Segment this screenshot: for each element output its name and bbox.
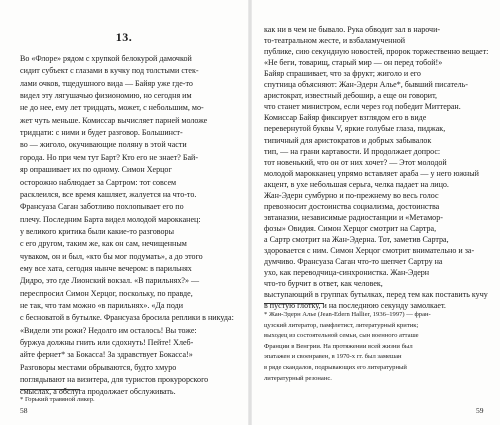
footnote-line: литературный резонанс. <box>264 374 332 382</box>
text-line: не так, что там можно «в парильнях». «Да поди <box>20 301 184 310</box>
text-line: фозы» Овидия. Симон Херцог смотрит на Сартра, <box>264 223 437 233</box>
text-line: то-театральном жесте, и взбаламученной <box>264 36 406 46</box>
text-line: не до нее, ему лет тридцать, может, с небольшим, мо- <box>20 103 204 113</box>
text-line: с его другом, таким же, как он сам, нечищенным <box>20 239 187 249</box>
text-line: Дидро, это где Лионский вокзал. «В парильнях?» — <box>20 276 200 286</box>
text-line: молодой марокканец упрямо вставляет араба — у него южный <box>264 168 479 178</box>
text-line: думчиво. Франсуаза Саган что-то шепчет Сартру на <box>264 257 443 267</box>
text-line: здоровается с ним. Симон Херцог смотрит внимательно и за- <box>264 246 475 255</box>
footnote-line: выходец из состоятельной семьи, сын военного атташе <box>264 332 419 340</box>
footnote: * Горький травяной ликер. <box>20 396 95 403</box>
text-line: Разговоры местами обрываются, будто хмуро <box>20 362 177 372</box>
text-line: публике, сию секундную новостей, пророк торжественно вещает: <box>264 47 489 57</box>
chapter-heading: 13. <box>115 30 133 44</box>
footnote-rule <box>264 303 324 304</box>
footnote-rule <box>20 389 80 390</box>
text-line: смыслах, а обслуга продолжает обслуживать. <box>20 387 176 397</box>
text-line: переспросил Симон Херцог, поскольку, по правде, <box>20 288 193 298</box>
text-line: что станет министром, если через год победит Миттеран. <box>264 102 461 112</box>
text-line: выступающий в группах бутылках, перед тем как поставить кучу <box>264 290 488 300</box>
text-line: акцент, в ухе небольшая серьга, челка падает на лицо. <box>264 179 449 189</box>
text-line: айте фернет* за Бокасса! За здравствует Бокасса!» <box>20 350 193 360</box>
text-line: перевернутой буквы V, яркие голубые глаза, пиджак, <box>264 124 446 134</box>
text-line: поглядывают на визитера, для туристов прокурорского <box>20 375 209 385</box>
text-line: расклеился, все время кашляет, жалуется на что-то. <box>20 189 197 199</box>
text-line: в пустую глотку, и на последнюю секунду замолкает. <box>264 301 446 311</box>
text-line: Байяр спрашивает, что за фрукт; жиголо и его <box>264 69 421 79</box>
text-line: сидит субъект с глазами в кучку под толстыми стек- <box>20 66 199 76</box>
text-line: осторожно наблюдает за Сартром: тот совсем <box>20 177 177 187</box>
text-line: превозносит достоинства социализма, достоинства <box>264 201 440 211</box>
text-line: ухо, как переводчица-синхронистка. Жан-Эдерн <box>264 268 430 278</box>
text-line: города. Но при чем тут Барт? Кто его не знает? Бай- <box>20 152 199 162</box>
text-line: «Видели эти рожи? Недолго им осталось! Вы тоже: <box>20 325 197 335</box>
text-line: плечу. Последним Барта видел молодой марокканец: <box>20 214 201 224</box>
text-line: Во «Флоре» рядом с хрупкой белокурой дамочкой <box>20 54 192 63</box>
text-line: «Не беги, товарищ, старый мир — он перед тобой!» <box>264 58 443 68</box>
footnote-line: Франции в Венгрии. На протяжении всей жизни был <box>264 342 413 350</box>
footnote-line: в ряде скандалов, подрывающих его литературный <box>264 364 407 371</box>
text-line: аристократ, известный дебошир, а еще он говорит, <box>264 91 438 101</box>
text-line: что-то бурчит в ответ, как человек, <box>264 279 383 289</box>
right-page <box>252 0 500 425</box>
text-line: с бесноватой в бутылке. Франсуаза бросила реплики в никуда: <box>20 313 234 323</box>
text-line: спутница объясняют: Жан-Эдерн Алье*, бывший писатель- <box>264 80 468 90</box>
text-line: Франсуаза Саган заботливо похлопывает его по <box>20 202 184 212</box>
text-line: у великого критика были какие-то разговоры <box>20 226 174 236</box>
text-line: чуваком, он и был, «кто бы мог подумать», а до этого <box>20 251 203 261</box>
footnote-line: * Жан-Эдерн Алье (Jean-Edern Hallier, 1936–1997) — фран- <box>264 311 431 318</box>
text-line: лами очков, тщедушного вида — Байяр уже где-то <box>20 78 193 88</box>
page-number: 58 <box>20 406 28 415</box>
text-line: буржуа должны гнить или сдохнуть! Пейте! Хлеб- <box>20 338 194 348</box>
text-line: жет чуть меньше. Комиссар вычисляет парней моложе <box>20 115 208 125</box>
footnote-line: эпатажен и своенравен, в 1970-х гг. был замешан <box>264 353 402 361</box>
text-line: видел эту лягушачью физиономию, но сегодня им <box>20 91 192 101</box>
text-line: а Сартр смотрит на Жан-Эдерна. Тот, заметив Сартра, <box>264 234 449 244</box>
text-line: ему все хата, сегодня нынче вечером: в парильнях <box>20 263 192 273</box>
footnote-line: цузский литератор, памфлетист, литературный критик; <box>264 321 419 329</box>
text-line: Комиссар Байяр фиксирует взглядом его в виде <box>264 113 427 123</box>
text-line: во — жиголо, окучивающие поляну в этой части <box>20 140 187 150</box>
text-line: Жан-Эдерн сумбурно и по-прежнему во весь голос <box>264 190 439 200</box>
page-number: 59 <box>476 406 484 415</box>
text-line: яр опрашивает их по одному. Симон Херцог <box>20 165 172 175</box>
text-line: типичный для аристократов и добрых забывалок <box>264 135 432 145</box>
text-line: тридцати: с ними и будет разговор. Большинст- <box>20 128 183 138</box>
left-page <box>0 0 248 425</box>
text-line: как ни в чем не бывало. Рука обводит зал в нарочи- <box>264 25 441 34</box>
text-line: тип, — на грани картавости. И продолжает допрос: <box>264 146 441 156</box>
text-line: тот новенький, что он от них хочет? — Этот молодой <box>264 157 447 167</box>
text-line: эвтаназии, независимые радиостанции и «Метамор- <box>264 212 443 222</box>
